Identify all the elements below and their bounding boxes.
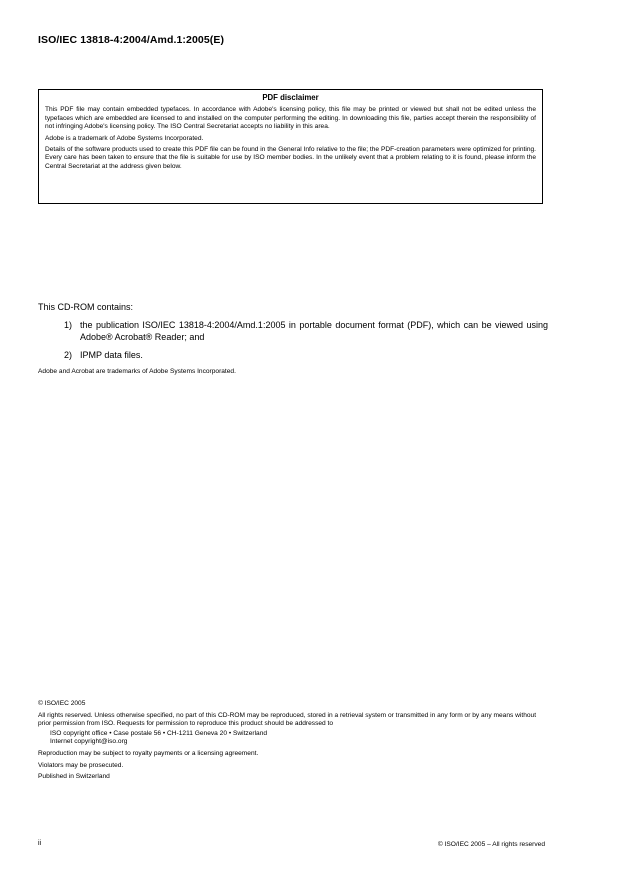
cdrom-intro: This CD-ROM contains: bbox=[38, 302, 134, 312]
disclaimer-paragraph-details: Details of the software products used to create this PDF file can be found in the General Info relative to the file; the PDF-creation parameters were optimized for printing. Every care has been taken to ensure that the file is suitable for use by ISO member bodies. In the unlikely event that a problem relating to it is found, please inform the Central Secretariat at the address given below. bbox=[45, 146, 536, 170]
copyright-violators: Violators may be prosecuted. bbox=[38, 761, 124, 769]
copyright-block bbox=[38, 700, 548, 785]
pdf-disclaimer-box bbox=[38, 89, 543, 204]
list-item bbox=[38, 349, 548, 361]
trademark-note: Adobe and Acrobat are trademarks of Adobe Systems Incorporated. bbox=[38, 368, 236, 375]
list-item-text: IPMP data files. bbox=[80, 350, 143, 360]
copyright-notice: © ISO/IEC 2005 bbox=[38, 700, 86, 707]
list-item bbox=[38, 319, 548, 343]
copyright-internet: Internet copyright@iso.org bbox=[50, 738, 128, 746]
copyright-rights: All rights reserved. Unless otherwise specified, no part of this CD-ROM may be reproduced, stored in a retrieval system or transmitted in any form or by any means without prior permission from ISO. Requests for permission to reproduce this product should be addressed to bbox=[38, 711, 537, 728]
copyright-published: Published in Switzerland bbox=[38, 773, 110, 781]
footer-copyright: © ISO/IEC 2005 – All rights reserved bbox=[437, 841, 545, 848]
document-header-title: ISO/IEC 13818-4:2004/Amd.1:2005(E) bbox=[38, 34, 225, 46]
disclaimer-title: PDF disclaimer bbox=[262, 93, 319, 102]
list-item-number: 2) bbox=[63, 350, 72, 360]
disclaimer-paragraph-typefaces: This PDF file may contain embedded typefaces. In accordance with Adobe's licensing policy, this file may be printed or viewed but shall not be edited unless the typefaces which are embedded are licensed to and installed on the computer performing the editing. In downloading this file, parties accept therein the responsibility of not infringing Adobe's licensing policy. The ISO Central Secretariat accepts no liability in this area. bbox=[45, 106, 536, 131]
cdrom-contents bbox=[38, 302, 548, 367]
cdrom-list bbox=[38, 319, 548, 361]
page-number: ii bbox=[38, 840, 42, 847]
list-item-number: 1) bbox=[63, 320, 72, 330]
copyright-office-address: ISO copyright office • Case postale 56 • CH-1211 Geneva 20 • Switzerland bbox=[50, 729, 268, 737]
list-item-text: the publication ISO/IEC 13818-4:2004/Amd.1:2005 in portable document format (PDF), which can be viewed using Adobe® Acrobat® Reader; and bbox=[80, 320, 548, 342]
disclaimer-paragraph-trademark: Adobe is a trademark of Adobe Systems Incorporated. bbox=[45, 134, 204, 142]
copyright-royalty: Reproduction may be subject to royalty payments or a licensing agreement. bbox=[38, 749, 259, 757]
